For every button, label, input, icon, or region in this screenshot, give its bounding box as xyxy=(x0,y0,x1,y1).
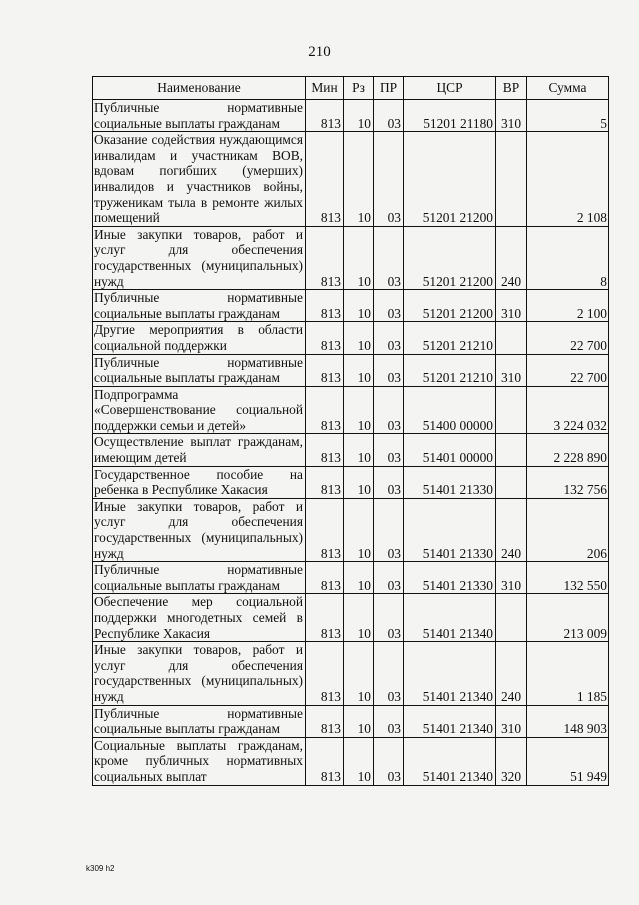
column-header-vr: ВР xyxy=(496,77,527,100)
row-pr-cell: 03 xyxy=(374,737,404,785)
row-vr-cell xyxy=(496,466,527,498)
row-sum-cell: 132 550 xyxy=(527,562,609,594)
row-min-cell: 813 xyxy=(306,354,344,386)
row-rz-cell: 10 xyxy=(344,498,374,561)
row-vr-cell xyxy=(496,322,527,354)
row-csr-cell: 51401 21330 xyxy=(404,498,496,561)
table-row xyxy=(93,132,609,227)
row-name-cell: Публичные нормативные социальные выплаты гражданам xyxy=(93,705,306,737)
table-row xyxy=(93,100,609,132)
row-name-cell: Иные закупки товаров, работ и услуг для обеспечения государственных (муниципальных) нужд xyxy=(93,642,306,705)
row-sum-cell: 51 949 xyxy=(527,737,609,785)
row-sum-cell: 8 xyxy=(527,226,609,289)
row-name-cell: Социальные выплаты гражданам, кроме публичных нормативных социальных выплат xyxy=(93,737,306,785)
footer-code: k309 h2 xyxy=(86,864,115,873)
row-pr-cell: 03 xyxy=(374,434,404,466)
row-min-cell: 813 xyxy=(306,386,344,434)
row-min-cell: 813 xyxy=(306,290,344,322)
row-min-cell: 813 xyxy=(306,322,344,354)
row-vr-cell: 310 xyxy=(496,562,527,594)
row-name-cell: Подпрограмма «Совершенствование социальной поддержки семьи и детей» xyxy=(93,386,306,434)
row-rz-cell: 10 xyxy=(344,226,374,289)
table-row xyxy=(93,737,609,785)
row-vr-cell: 240 xyxy=(496,498,527,561)
row-rz-cell: 10 xyxy=(344,562,374,594)
table-row xyxy=(93,466,609,498)
row-min-cell: 813 xyxy=(306,226,344,289)
row-pr-cell: 03 xyxy=(374,354,404,386)
row-pr-cell: 03 xyxy=(374,642,404,705)
row-name-cell: Иные закупки товаров, работ и услуг для обеспечения государственных (муниципальных) нужд xyxy=(93,498,306,561)
row-pr-cell: 03 xyxy=(374,705,404,737)
row-name-cell: Иные закупки товаров, работ и услуг для обеспечения государственных (муниципальных) нужд xyxy=(93,226,306,289)
row-vr-cell: 310 xyxy=(496,100,527,132)
row-name-cell: Оказание содействия нуждающимся инвалидам и участникам ВОВ, вдовам погибших (умерших) инвалидов и участников войны, труженикам тыла в ремонте жилых помещений xyxy=(93,132,306,227)
budget-table xyxy=(92,76,609,786)
row-csr-cell: 51401 00000 xyxy=(404,434,496,466)
row-name-cell: Государственное пособие на ребенка в Республике Хакасия xyxy=(93,466,306,498)
row-csr-cell: 51201 21210 xyxy=(404,354,496,386)
row-sum-cell: 3 224 032 xyxy=(527,386,609,434)
row-pr-cell: 03 xyxy=(374,386,404,434)
row-csr-cell: 51201 21210 xyxy=(404,322,496,354)
row-min-cell: 813 xyxy=(306,642,344,705)
page-number: 210 xyxy=(308,44,331,60)
row-rz-cell: 10 xyxy=(344,594,374,642)
row-rz-cell: 10 xyxy=(344,705,374,737)
row-sum-cell: 132 756 xyxy=(527,466,609,498)
row-rz-cell: 10 xyxy=(344,386,374,434)
row-sum-cell: 22 700 xyxy=(527,354,609,386)
row-min-cell: 813 xyxy=(306,434,344,466)
row-rz-cell: 10 xyxy=(344,290,374,322)
table-row xyxy=(93,594,609,642)
column-header-name: Наименование xyxy=(93,77,306,100)
row-vr-cell: 240 xyxy=(496,642,527,705)
row-name-cell: Другие мероприятия в области социальной поддержки xyxy=(93,322,306,354)
row-sum-cell: 206 xyxy=(527,498,609,561)
row-vr-cell: 320 xyxy=(496,737,527,785)
row-rz-cell: 10 xyxy=(344,642,374,705)
row-name-cell: Публичные нормативные социальные выплаты гражданам xyxy=(93,100,306,132)
column-header-csr: ЦСР xyxy=(404,77,496,100)
row-name-cell: Публичные нормативные социальные выплаты гражданам xyxy=(93,290,306,322)
row-rz-cell: 10 xyxy=(344,322,374,354)
row-min-cell: 813 xyxy=(306,737,344,785)
row-csr-cell: 51401 21340 xyxy=(404,642,496,705)
row-pr-cell: 03 xyxy=(374,132,404,227)
row-csr-cell: 51400 00000 xyxy=(404,386,496,434)
table-header-row xyxy=(93,77,609,100)
row-sum-cell: 2 228 890 xyxy=(527,434,609,466)
column-header-min: Мин xyxy=(306,77,344,100)
row-csr-cell: 51201 21200 xyxy=(404,132,496,227)
row-csr-cell: 51201 21200 xyxy=(404,290,496,322)
row-rz-cell: 10 xyxy=(344,466,374,498)
table-body xyxy=(93,100,609,786)
table-row xyxy=(93,354,609,386)
row-sum-cell: 5 xyxy=(527,100,609,132)
row-pr-cell: 03 xyxy=(374,226,404,289)
row-name-cell: Публичные нормативные социальные выплаты гражданам xyxy=(93,354,306,386)
row-csr-cell: 51201 21200 xyxy=(404,226,496,289)
row-vr-cell xyxy=(496,386,527,434)
row-min-cell: 813 xyxy=(306,498,344,561)
row-rz-cell: 10 xyxy=(344,354,374,386)
row-vr-cell: 310 xyxy=(496,290,527,322)
row-vr-cell xyxy=(496,434,527,466)
column-header-pr: ПР xyxy=(374,77,404,100)
table-row xyxy=(93,562,609,594)
row-pr-cell: 03 xyxy=(374,322,404,354)
row-pr-cell: 03 xyxy=(374,594,404,642)
row-min-cell: 813 xyxy=(306,594,344,642)
row-pr-cell: 03 xyxy=(374,100,404,132)
row-vr-cell xyxy=(496,594,527,642)
table-row xyxy=(93,290,609,322)
row-name-cell: Обеспечение мер социальной поддержки многодетных семей в Республике Хакасия xyxy=(93,594,306,642)
row-csr-cell: 51401 21340 xyxy=(404,705,496,737)
row-sum-cell: 1 185 xyxy=(527,642,609,705)
row-min-cell: 813 xyxy=(306,705,344,737)
row-pr-cell: 03 xyxy=(374,466,404,498)
row-pr-cell: 03 xyxy=(374,290,404,322)
row-sum-cell: 22 700 xyxy=(527,322,609,354)
table-row xyxy=(93,386,609,434)
row-pr-cell: 03 xyxy=(374,562,404,594)
row-vr-cell xyxy=(496,132,527,227)
row-min-cell: 813 xyxy=(306,466,344,498)
row-rz-cell: 10 xyxy=(344,737,374,785)
table-row xyxy=(93,226,609,289)
row-min-cell: 813 xyxy=(306,132,344,227)
row-rz-cell: 10 xyxy=(344,100,374,132)
row-sum-cell: 148 903 xyxy=(527,705,609,737)
table-row xyxy=(93,434,609,466)
row-csr-cell: 51201 21180 xyxy=(404,100,496,132)
row-vr-cell: 240 xyxy=(496,226,527,289)
table-row xyxy=(93,642,609,705)
table-row xyxy=(93,498,609,561)
row-csr-cell: 51401 21330 xyxy=(404,562,496,594)
column-header-sum: Сумма xyxy=(527,77,609,100)
row-name-cell: Публичные нормативные социальные выплаты гражданам xyxy=(93,562,306,594)
row-csr-cell: 51401 21340 xyxy=(404,737,496,785)
row-pr-cell: 03 xyxy=(374,498,404,561)
row-name-cell: Осуществление выплат гражданам, имеющим детей xyxy=(93,434,306,466)
row-vr-cell: 310 xyxy=(496,354,527,386)
row-min-cell: 813 xyxy=(306,100,344,132)
column-header-rz: Рз xyxy=(344,77,374,100)
row-rz-cell: 10 xyxy=(344,132,374,227)
row-csr-cell: 51401 21340 xyxy=(404,594,496,642)
row-vr-cell: 310 xyxy=(496,705,527,737)
row-sum-cell: 213 009 xyxy=(527,594,609,642)
row-min-cell: 813 xyxy=(306,562,344,594)
row-rz-cell: 10 xyxy=(344,434,374,466)
row-csr-cell: 51401 21330 xyxy=(404,466,496,498)
table-row xyxy=(93,705,609,737)
row-sum-cell: 2 108 xyxy=(527,132,609,227)
row-sum-cell: 2 100 xyxy=(527,290,609,322)
table-row xyxy=(93,322,609,354)
